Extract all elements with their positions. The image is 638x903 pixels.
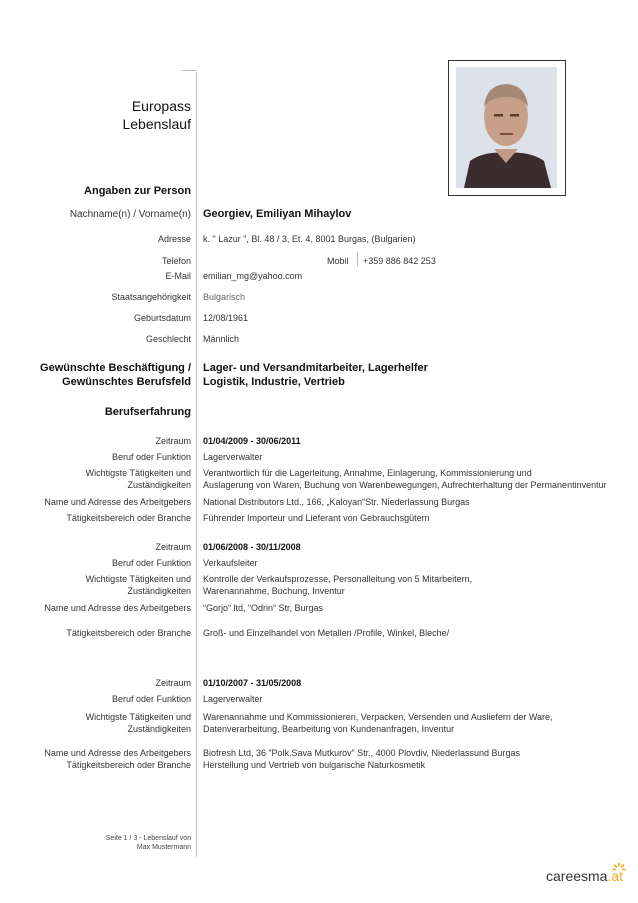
footer-page-info: Seite 1 / 3 - Lebenslauf von (105, 835, 191, 842)
job1-employer-label: Name und Adresse des Arbeitgebers (44, 497, 191, 507)
desired-value-2: Logistik, Industrie, Vertrieb (203, 376, 345, 388)
job2-duties-2: Warenannahme, Buchung, Inventur (203, 586, 345, 596)
section-title-experience: Berufserfahrung (104, 406, 191, 418)
logo-suffix: .at (607, 868, 624, 884)
job3-employer: Biofresh Ltd, 36 ”Polk.Sava Mutkurov” Str., 4000 Plovdiv, Niederlassund Burgas (203, 748, 520, 758)
job3-sector-label: Tätigkeitsbereich oder Branche (66, 760, 191, 770)
job2-period-label: Zeitraum (155, 542, 191, 552)
desired-label-2: Gewünschtes Berufsfeld (62, 376, 191, 388)
job1-sector-label: Tätigkeitsbereich oder Branche (66, 513, 191, 523)
mobile-separator (357, 252, 358, 266)
section-title-personal: Angaben zur Person (84, 185, 191, 197)
nationality-label: Staatsangehörigkeit (111, 292, 191, 302)
title-europass: Europass (131, 98, 191, 114)
portrait-photo (456, 67, 557, 188)
job1-period: 01/04/2009 - 30/06/2011 (203, 436, 301, 446)
job3-employer-label: Name und Adresse des Arbeitgebers (44, 748, 191, 758)
job2-role: Verkaufsleiter (203, 558, 258, 568)
careesma-logo[interactable] (546, 868, 623, 884)
job3-duties-2: Datenverarbeitung, Bearbeitung von Kundenanfragen, Inventur (203, 724, 455, 734)
job2-sector-label: Tätigkeitsbereich oder Branche (66, 628, 191, 638)
job3-period-label: Zeitraum (155, 678, 191, 688)
job1-duties-1: Verantwortlich für die Lagerleitung, Annahme, Einlagerung, Kommissionierung und (203, 468, 532, 478)
job1-role-label: Beruf oder Funktion (111, 452, 191, 462)
birthdate-label: Geburtsdatum (133, 313, 191, 323)
job2-role-label: Beruf oder Funktion (111, 558, 191, 568)
name-value: Georgiev, Emiliyan Mihaylov (203, 208, 352, 220)
address-value: k. " Lazur ", Bl. 48 / 3, Et. 4, 8001 Burgas, (Bulgarien) (203, 234, 416, 244)
job3-duties-label-1: Wichtigste Tätigkeiten und (85, 712, 191, 722)
job3-duties-1: Warenannahme und Kommissionieren, Verpacken, Versenden und Ausliefern der Ware, (203, 712, 553, 722)
job2-duties-1: Kontrolle der Verkaufsprozesse, Personalleitung von 5 Mitarbeitern, (203, 574, 473, 584)
job1-sector: Führender Importeur und Lieferant von Gebrauchsgütern (203, 513, 430, 523)
job2-employer: “Gorjo“ ltd, “Odrin“ Str, Burgas (203, 603, 324, 613)
job1-employer: National Distributors Ltd., 166, „Kaloyan“Str. Niederlassung Burgas (203, 497, 470, 507)
job2-duties-label-1: Wichtigste Tätigkeiten und (85, 574, 191, 584)
job3-sector: Herstellung und Vertrieb von bulgarische Naturkosmetik (203, 760, 426, 770)
gender-value: Männlich (203, 334, 240, 344)
job2-employer-label: Name und Adresse des Arbeitgebers (44, 603, 191, 613)
phone-label: Telefon (161, 256, 191, 266)
logo-text: careesma (546, 868, 608, 884)
address-label: Adresse (157, 234, 191, 244)
logo-sun-icon (612, 862, 626, 876)
title-lebenslauf: Lebenslauf (122, 116, 191, 132)
email-label: E-Mail (165, 271, 191, 281)
nationality-value: Bulgarisch (203, 292, 246, 302)
birthdate-value: 12/08/1961 (203, 313, 249, 323)
job3-period: 01/10/2007 - 31/05/2008 (203, 678, 302, 688)
job1-duties-2: Auslagerung von Waren, Buchung von Warenbewegungen, Aufrechterhaltung der Permanentinventur (203, 480, 607, 490)
gender-label: Geschlecht (145, 334, 191, 344)
job2-duties-label-2: Zuständigkeiten (127, 586, 191, 596)
mobile-label: Mobil (327, 256, 349, 266)
footer-author: Max Mustermann (136, 844, 191, 851)
desired-value-1: Lager- und Versandmitarbeiter, Lagerhelfer (203, 362, 428, 374)
job1-role: Lagerverwalter (203, 452, 263, 462)
header-tick (182, 70, 197, 71)
job1-duties-label-2: Zuständigkeiten (127, 480, 191, 490)
job2-sector: Groß- und Einzelhandel von Metallen /Profile, Winkel, Bleche/ (203, 628, 450, 638)
job3-role-label: Beruf oder Funktion (111, 694, 191, 704)
column-divider (196, 72, 197, 857)
job1-duties-label-1: Wichtigste Tätigkeiten und (85, 468, 191, 478)
mobile-value: +359 886 842 253 (363, 256, 436, 266)
job2-period: 01/06/2008 - 30/11/2008 (203, 542, 301, 552)
photo-frame (448, 60, 566, 196)
name-label: Nachname(n) / Vorname(n) (69, 209, 191, 220)
email-value[interactable]: emilian_mg@yahoo.com (203, 271, 303, 281)
job3-role: Lagerverwalter (203, 694, 263, 704)
job3-duties-label-2: Zuständigkeiten (127, 724, 191, 734)
job1-period-label: Zeitraum (155, 436, 191, 446)
desired-label-1: Gewünschte Beschäftigung / (40, 362, 191, 374)
